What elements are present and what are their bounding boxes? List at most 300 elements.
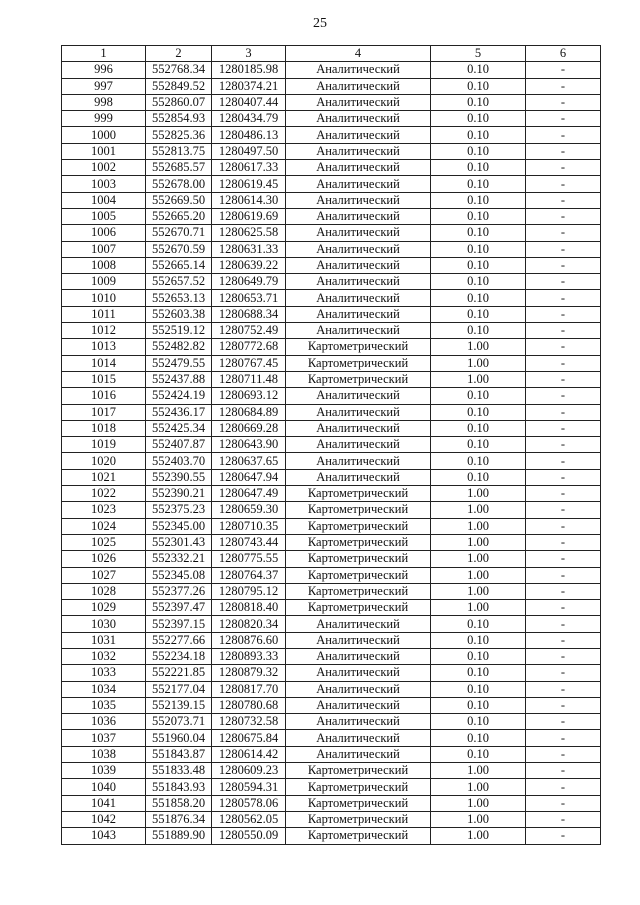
cell-point-number: 1040 [62, 779, 146, 795]
cell-coord-x: 552390.21 [146, 486, 212, 502]
cell-method: Аналитический [286, 225, 431, 241]
cell-coord-y: 1280817.70 [212, 681, 286, 697]
cell-point-number: 996 [62, 62, 146, 78]
table-row [62, 274, 601, 290]
cell-coord-y: 1280893.33 [212, 648, 286, 664]
cell-accuracy: 0.10 [431, 681, 526, 697]
cell-accuracy: 0.10 [431, 697, 526, 713]
cell-accuracy: 0.10 [431, 306, 526, 322]
cell-point-number: 1043 [62, 828, 146, 844]
cell-note: - [526, 583, 601, 599]
cell-coord-y: 1280684.89 [212, 404, 286, 420]
cell-coord-x: 552603.38 [146, 306, 212, 322]
cell-coord-y: 1280711.48 [212, 371, 286, 387]
cell-method: Аналитический [286, 127, 431, 143]
cell-accuracy: 0.10 [431, 404, 526, 420]
cell-note: - [526, 437, 601, 453]
cell-method: Аналитический [286, 437, 431, 453]
cell-coord-x: 552397.47 [146, 600, 212, 616]
cell-point-number: 1042 [62, 811, 146, 827]
cell-accuracy: 0.10 [431, 143, 526, 159]
cell-note: - [526, 241, 601, 257]
cell-note: - [526, 306, 601, 322]
header-cell-2: 2 [146, 46, 212, 62]
cell-method: Аналитический [286, 697, 431, 713]
table-row [62, 143, 601, 159]
table-row [62, 779, 601, 795]
cell-coord-y: 1280434.79 [212, 111, 286, 127]
cell-point-number: 1022 [62, 486, 146, 502]
table-row [62, 811, 601, 827]
cell-coord-y: 1280637.65 [212, 453, 286, 469]
cell-accuracy: 0.10 [431, 420, 526, 436]
cell-coord-x: 551876.34 [146, 811, 212, 827]
cell-method: Аналитический [286, 176, 431, 192]
cell-point-number: 1035 [62, 697, 146, 713]
cell-note: - [526, 290, 601, 306]
cell-accuracy: 0.10 [431, 665, 526, 681]
cell-point-number: 1033 [62, 665, 146, 681]
cell-accuracy: 0.10 [431, 225, 526, 241]
cell-method: Аналитический [286, 616, 431, 632]
cell-coord-x: 552685.57 [146, 160, 212, 176]
cell-point-number: 1026 [62, 551, 146, 567]
cell-coord-y: 1280675.84 [212, 730, 286, 746]
cell-note: - [526, 648, 601, 664]
cell-note: - [526, 811, 601, 827]
header-cell-1: 1 [62, 46, 146, 62]
cell-accuracy: 0.10 [431, 648, 526, 664]
cell-coord-y: 1280780.68 [212, 697, 286, 713]
cell-note: - [526, 143, 601, 159]
cell-point-number: 1030 [62, 616, 146, 632]
table-row [62, 192, 601, 208]
table-row [62, 518, 601, 534]
cell-coord-y: 1280688.34 [212, 306, 286, 322]
cell-coord-x: 552768.34 [146, 62, 212, 78]
cell-coord-y: 1280609.23 [212, 763, 286, 779]
cell-method: Картометрический [286, 518, 431, 534]
cell-coord-x: 552665.20 [146, 208, 212, 224]
table-row [62, 241, 601, 257]
cell-coord-y: 1280625.58 [212, 225, 286, 241]
table-row [62, 160, 601, 176]
cell-coord-y: 1280497.50 [212, 143, 286, 159]
cell-coord-x: 552377.26 [146, 583, 212, 599]
cell-point-number: 1000 [62, 127, 146, 143]
cell-point-number: 1007 [62, 241, 146, 257]
cell-note: - [526, 274, 601, 290]
cell-note: - [526, 388, 601, 404]
cell-coord-y: 1280649.79 [212, 274, 286, 290]
cell-note: - [526, 404, 601, 420]
cell-coord-y: 1280619.69 [212, 208, 286, 224]
cell-point-number: 1023 [62, 502, 146, 518]
cell-note: - [526, 486, 601, 502]
cell-method: Аналитический [286, 648, 431, 664]
table-row [62, 355, 601, 371]
cell-method: Аналитический [286, 746, 431, 762]
cell-note: - [526, 779, 601, 795]
table-row [62, 176, 601, 192]
table-row [62, 420, 601, 436]
cell-coord-x: 552678.00 [146, 176, 212, 192]
cell-coord-x: 551843.87 [146, 746, 212, 762]
cell-coord-x: 552332.21 [146, 551, 212, 567]
table-row [62, 534, 601, 550]
cell-accuracy: 1.00 [431, 600, 526, 616]
cell-method: Аналитический [286, 714, 431, 730]
cell-note: - [526, 616, 601, 632]
cell-point-number: 997 [62, 78, 146, 94]
table-row [62, 567, 601, 583]
cell-coord-x: 552277.66 [146, 632, 212, 648]
header-cell-5: 5 [431, 46, 526, 62]
cell-method: Аналитический [286, 420, 431, 436]
cell-method: Аналитический [286, 665, 431, 681]
cell-coord-x: 552813.75 [146, 143, 212, 159]
cell-method: Аналитический [286, 78, 431, 94]
table-row [62, 795, 601, 811]
cell-point-number: 1008 [62, 257, 146, 273]
table-row [62, 225, 601, 241]
cell-accuracy: 0.10 [431, 160, 526, 176]
cell-point-number: 1031 [62, 632, 146, 648]
cell-note: - [526, 420, 601, 436]
header-cell-3: 3 [212, 46, 286, 62]
cell-method: Аналитический [286, 404, 431, 420]
table-row [62, 665, 601, 681]
cell-method: Картометрический [286, 583, 431, 599]
cell-accuracy: 1.00 [431, 779, 526, 795]
cell-point-number: 1012 [62, 323, 146, 339]
cell-coord-x: 552665.14 [146, 257, 212, 273]
cell-point-number: 999 [62, 111, 146, 127]
cell-method: Аналитический [286, 274, 431, 290]
cell-point-number: 1017 [62, 404, 146, 420]
header-cell-6: 6 [526, 46, 601, 62]
cell-point-number: 1005 [62, 208, 146, 224]
cell-method: Картометрический [286, 795, 431, 811]
cell-coord-y: 1280550.09 [212, 828, 286, 844]
cell-coord-x: 552825.36 [146, 127, 212, 143]
cell-coord-y: 1280772.68 [212, 339, 286, 355]
cell-coord-x: 552653.13 [146, 290, 212, 306]
cell-point-number: 1024 [62, 518, 146, 534]
cell-note: - [526, 600, 601, 616]
cell-accuracy: 0.10 [431, 94, 526, 110]
cell-coord-y: 1280631.33 [212, 241, 286, 257]
cell-coord-y: 1280659.30 [212, 502, 286, 518]
cell-point-number: 1015 [62, 371, 146, 387]
cell-coord-y: 1280764.37 [212, 567, 286, 583]
cell-accuracy: 0.10 [431, 714, 526, 730]
cell-point-number: 1018 [62, 420, 146, 436]
cell-coord-x: 551858.20 [146, 795, 212, 811]
cell-accuracy: 0.10 [431, 746, 526, 762]
cell-note: - [526, 469, 601, 485]
cell-accuracy: 0.10 [431, 208, 526, 224]
cell-coord-x: 552407.87 [146, 437, 212, 453]
table-row [62, 453, 601, 469]
cell-coord-y: 1280486.13 [212, 127, 286, 143]
cell-method: Аналитический [286, 111, 431, 127]
cell-method: Аналитический [286, 160, 431, 176]
cell-note: - [526, 78, 601, 94]
table-row [62, 551, 601, 567]
cell-coord-x: 552849.52 [146, 78, 212, 94]
table-row [62, 763, 601, 779]
cell-note: - [526, 632, 601, 648]
cell-method: Аналитический [286, 290, 431, 306]
cell-coord-y: 1280639.22 [212, 257, 286, 273]
cell-accuracy: 0.10 [431, 632, 526, 648]
table-row [62, 388, 601, 404]
cell-note: - [526, 225, 601, 241]
cell-coord-x: 552424.19 [146, 388, 212, 404]
cell-method: Картометрический [286, 567, 431, 583]
cell-coord-y: 1280562.05 [212, 811, 286, 827]
cell-point-number: 1019 [62, 437, 146, 453]
cell-accuracy: 1.00 [431, 534, 526, 550]
table-row [62, 208, 601, 224]
cell-method: Картометрический [286, 600, 431, 616]
cell-method: Аналитический [286, 453, 431, 469]
coordinates-table [61, 45, 601, 845]
cell-point-number: 1013 [62, 339, 146, 355]
cell-point-number: 1002 [62, 160, 146, 176]
table-row [62, 339, 601, 355]
cell-note: - [526, 323, 601, 339]
cell-point-number: 1020 [62, 453, 146, 469]
cell-coord-x: 552519.12 [146, 323, 212, 339]
cell-coord-y: 1280693.12 [212, 388, 286, 404]
cell-note: - [526, 453, 601, 469]
table-row [62, 437, 601, 453]
table-row [62, 257, 601, 273]
cell-point-number: 1010 [62, 290, 146, 306]
cell-point-number: 1039 [62, 763, 146, 779]
cell-point-number: 1028 [62, 583, 146, 599]
cell-coord-y: 1280407.44 [212, 94, 286, 110]
cell-note: - [526, 714, 601, 730]
cell-method: Картометрический [286, 486, 431, 502]
cell-note: - [526, 795, 601, 811]
cell-coord-x: 552345.00 [146, 518, 212, 534]
cell-accuracy: 0.10 [431, 176, 526, 192]
cell-coord-x: 552234.18 [146, 648, 212, 664]
cell-coord-x: 552390.55 [146, 469, 212, 485]
cell-point-number: 1004 [62, 192, 146, 208]
cell-note: - [526, 697, 601, 713]
cell-point-number: 1032 [62, 648, 146, 664]
cell-method: Картометрический [286, 534, 431, 550]
table-row [62, 730, 601, 746]
cell-note: - [526, 127, 601, 143]
cell-method: Аналитический [286, 94, 431, 110]
cell-method: Аналитический [286, 730, 431, 746]
cell-point-number: 1006 [62, 225, 146, 241]
cell-coord-x: 552139.15 [146, 697, 212, 713]
table-header [62, 46, 601, 62]
cell-coord-x: 552670.71 [146, 225, 212, 241]
cell-accuracy: 0.10 [431, 469, 526, 485]
cell-point-number: 998 [62, 94, 146, 110]
table-row [62, 371, 601, 387]
cell-coord-y: 1280752.49 [212, 323, 286, 339]
cell-coord-x: 552345.08 [146, 567, 212, 583]
cell-coord-x: 552479.55 [146, 355, 212, 371]
cell-accuracy: 0.10 [431, 730, 526, 746]
table-row [62, 648, 601, 664]
cell-note: - [526, 567, 601, 583]
cell-note: - [526, 176, 601, 192]
cell-coord-y: 1280619.45 [212, 176, 286, 192]
cell-point-number: 1025 [62, 534, 146, 550]
cell-coord-y: 1280647.49 [212, 486, 286, 502]
cell-coord-y: 1280617.33 [212, 160, 286, 176]
table-row [62, 632, 601, 648]
cell-point-number: 1027 [62, 567, 146, 583]
cell-accuracy: 0.10 [431, 257, 526, 273]
cell-note: - [526, 681, 601, 697]
cell-method: Картометрический [286, 763, 431, 779]
cell-coord-x: 552657.52 [146, 274, 212, 290]
cell-note: - [526, 534, 601, 550]
cell-coord-y: 1280643.90 [212, 437, 286, 453]
cell-point-number: 1003 [62, 176, 146, 192]
cell-note: - [526, 111, 601, 127]
cell-coord-y: 1280669.28 [212, 420, 286, 436]
cell-method: Картометрический [286, 551, 431, 567]
cell-coord-x: 552375.23 [146, 502, 212, 518]
cell-accuracy: 0.10 [431, 192, 526, 208]
cell-method: Картометрический [286, 355, 431, 371]
cell-method: Аналитический [286, 632, 431, 648]
cell-point-number: 1014 [62, 355, 146, 371]
cell-method: Аналитический [286, 143, 431, 159]
cell-coord-x: 552301.43 [146, 534, 212, 550]
cell-method: Аналитический [286, 681, 431, 697]
cell-method: Картометрический [286, 828, 431, 844]
cell-coord-x: 552854.93 [146, 111, 212, 127]
cell-coord-x: 551833.48 [146, 763, 212, 779]
cell-method: Картометрический [286, 502, 431, 518]
cell-note: - [526, 518, 601, 534]
table-row [62, 306, 601, 322]
table-row [62, 404, 601, 420]
cell-point-number: 1011 [62, 306, 146, 322]
cell-coord-y: 1280185.98 [212, 62, 286, 78]
cell-note: - [526, 339, 601, 355]
cell-method: Картометрический [286, 779, 431, 795]
cell-coord-x: 552403.70 [146, 453, 212, 469]
cell-coord-y: 1280578.06 [212, 795, 286, 811]
cell-note: - [526, 730, 601, 746]
cell-accuracy: 1.00 [431, 502, 526, 518]
cell-coord-y: 1280820.34 [212, 616, 286, 632]
cell-accuracy: 1.00 [431, 811, 526, 827]
cell-coord-y: 1280614.42 [212, 746, 286, 762]
cell-accuracy: 0.10 [431, 127, 526, 143]
cell-note: - [526, 94, 601, 110]
header-row [62, 46, 601, 62]
cell-note: - [526, 502, 601, 518]
cell-accuracy: 1.00 [431, 795, 526, 811]
cell-accuracy: 0.10 [431, 274, 526, 290]
table-row [62, 502, 601, 518]
cell-accuracy: 0.10 [431, 453, 526, 469]
table-body [62, 62, 601, 844]
cell-accuracy: 1.00 [431, 551, 526, 567]
cell-note: - [526, 192, 601, 208]
cell-coord-y: 1280710.35 [212, 518, 286, 534]
cell-coord-x: 552425.34 [146, 420, 212, 436]
cell-method: Картометрический [286, 811, 431, 827]
cell-accuracy: 1.00 [431, 763, 526, 779]
cell-point-number: 1009 [62, 274, 146, 290]
cell-accuracy: 0.10 [431, 62, 526, 78]
table-row [62, 94, 601, 110]
cell-coord-x: 551889.90 [146, 828, 212, 844]
cell-note: - [526, 828, 601, 844]
cell-method: Аналитический [286, 192, 431, 208]
cell-method: Аналитический [286, 469, 431, 485]
cell-method: Аналитический [286, 388, 431, 404]
cell-coord-y: 1280743.44 [212, 534, 286, 550]
cell-coord-x: 552397.15 [146, 616, 212, 632]
table-row [62, 78, 601, 94]
cell-method: Аналитический [286, 323, 431, 339]
cell-accuracy: 0.10 [431, 323, 526, 339]
cell-coord-x: 552670.59 [146, 241, 212, 257]
cell-point-number: 1029 [62, 600, 146, 616]
cell-coord-x: 552437.88 [146, 371, 212, 387]
cell-coord-x: 552221.85 [146, 665, 212, 681]
cell-method: Аналитический [286, 306, 431, 322]
cell-accuracy: 1.00 [431, 486, 526, 502]
cell-coord-y: 1280775.55 [212, 551, 286, 567]
cell-accuracy: 1.00 [431, 355, 526, 371]
cell-coord-y: 1280879.32 [212, 665, 286, 681]
cell-note: - [526, 746, 601, 762]
cell-coord-y: 1280818.40 [212, 600, 286, 616]
table-row [62, 127, 601, 143]
cell-accuracy: 0.10 [431, 241, 526, 257]
cell-method: Аналитический [286, 257, 431, 273]
cell-point-number: 1021 [62, 469, 146, 485]
header-cell-4: 4 [286, 46, 431, 62]
cell-accuracy: 0.10 [431, 78, 526, 94]
cell-accuracy: 0.10 [431, 111, 526, 127]
cell-coord-y: 1280374.21 [212, 78, 286, 94]
table-row [62, 486, 601, 502]
cell-coord-x: 552669.50 [146, 192, 212, 208]
cell-point-number: 1016 [62, 388, 146, 404]
cell-point-number: 1036 [62, 714, 146, 730]
cell-accuracy: 0.10 [431, 290, 526, 306]
cell-coord-x: 552482.82 [146, 339, 212, 355]
cell-accuracy: 1.00 [431, 583, 526, 599]
table-row [62, 62, 601, 78]
cell-note: - [526, 371, 601, 387]
cell-coord-y: 1280614.30 [212, 192, 286, 208]
cell-coord-y: 1280876.60 [212, 632, 286, 648]
cell-note: - [526, 257, 601, 273]
cell-coord-x: 552177.04 [146, 681, 212, 697]
cell-accuracy: 1.00 [431, 828, 526, 844]
table-row [62, 323, 601, 339]
